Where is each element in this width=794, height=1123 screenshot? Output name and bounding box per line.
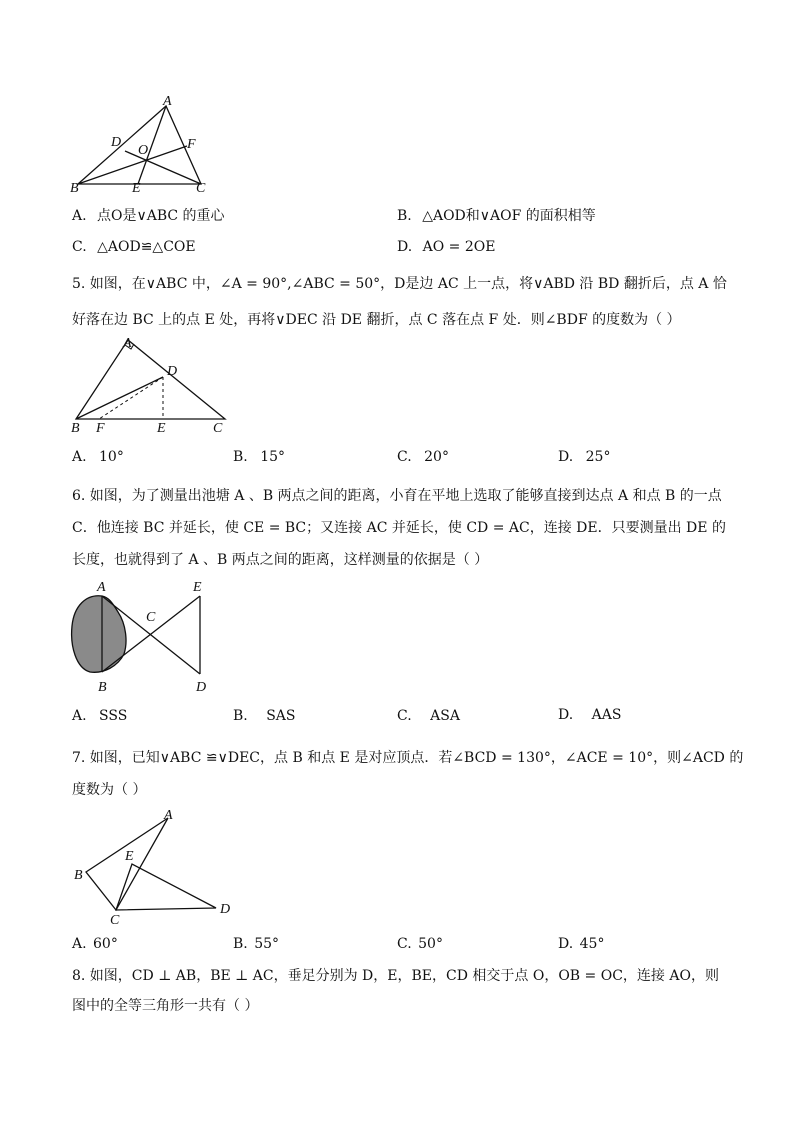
q6-option-c-key: C.: [397, 708, 412, 724]
q5-option-a: [72, 449, 124, 465]
q4-label-c: C: [196, 181, 206, 196]
q4-option-a: [72, 208, 225, 224]
q6-option-a-value: SSS: [99, 708, 128, 724]
q7-option-d-value: 45°: [579, 936, 605, 952]
q4-label-e: E: [132, 181, 141, 196]
q4-option-b-text: △AOD和∨AOF 的面积相等: [422, 208, 596, 224]
q4-figure: [66, 92, 216, 198]
q6-stem-line-3: 长度，也就得到了 A 、B 两点之间的距离，这样测量的依据是（ ）: [72, 552, 489, 568]
q5-option-c: [397, 449, 449, 465]
q7-option-d: [558, 936, 604, 952]
q4-label-b: B: [70, 181, 79, 196]
q7-figure: [68, 806, 240, 928]
q7-stem-line-2: 度数为（ ）: [72, 782, 147, 798]
q5-segment-d-f: [99, 377, 163, 419]
q8-stem-line-1: 8. 如图，CD ⊥ AB，BE ⊥ AC，垂足分别为 D，E，BE，CD 相交于点 O，OB = OC，连接 AO，则: [72, 968, 719, 984]
q8-stem-line-2: 图中的全等三角形一共有（ ）: [72, 998, 259, 1014]
q6-stem-line-2: C．他连接 BC 并延长，使 CE = BC；又连接 AC 并延长，使 CD = AC，连接 DE．只要测量出 DE 的: [72, 520, 726, 536]
q5-option-d-key: D.: [558, 449, 574, 465]
q7-label-c: C: [110, 913, 120, 928]
q5-option-b: [233, 449, 285, 465]
q6-option-b: [233, 708, 296, 724]
q6-option-d: [558, 707, 621, 723]
q7-option-a-value: 60°: [93, 936, 118, 952]
q4-label-a: A: [163, 94, 172, 109]
q6-stem-line-1: 6. 如图，为了测量出池塘 A 、B 两点之间的距离，小育在平地上选取了能够直接到达点 A 和点 B 的一点: [72, 488, 722, 504]
q7-triangle-abc: [86, 818, 168, 910]
q6-option-c: [397, 708, 460, 724]
q4-option-c: [72, 239, 196, 255]
q7-triangle-dec: [116, 864, 216, 910]
q7-option-b: [233, 936, 279, 952]
q7-label-d: D: [220, 902, 231, 917]
q4-option-c-key: C.: [72, 239, 87, 255]
q4-option-d-text: AO = 2OE: [422, 239, 496, 255]
q7-option-a-key: A.: [72, 936, 87, 952]
q7-option-b-value: 55°: [254, 936, 280, 952]
q5-label-b: B: [71, 421, 80, 436]
q6-label-b: B: [98, 680, 107, 695]
q6-option-b-key: B.: [233, 708, 248, 724]
q4-label-f: F: [187, 137, 196, 152]
q6-label-a: A: [97, 580, 106, 595]
q5-option-d-value: 25°: [585, 449, 611, 465]
q4-segment-c-d: [125, 151, 201, 184]
q6-option-c-value: ASA: [430, 708, 460, 724]
q5-figure: [68, 332, 233, 438]
q5-triangle-abc: [76, 340, 225, 419]
q4-segment-b-f: [78, 146, 187, 184]
q7-option-d-key: D.: [558, 936, 574, 952]
q4-option-c-text: △AOD≌△COE: [97, 239, 196, 255]
q6-figure: [66, 576, 216, 696]
q7-stem-line-1: 7. 如图，已知∨ABC ≌∨DEC，点 B 和点 E 是对应顶点．若∠BCD = 130°，∠ACE = 10°，则∠ACD 的: [72, 750, 744, 766]
q4-label-o: O: [138, 143, 149, 158]
q7-option-c-value: 50°: [418, 936, 443, 952]
q7-option-c: [397, 936, 443, 952]
q4-option-a-key: A.: [72, 208, 87, 224]
q5-label-d: D: [167, 364, 178, 379]
q5-option-d: [558, 449, 610, 465]
q5-option-b-value: 15°: [260, 449, 286, 465]
q6-option-d-key: D.: [558, 707, 574, 723]
q5-option-b-key: B.: [233, 449, 248, 465]
q5-stem-line-2: 好落在边 BC 上的点 E 处，再将∨DEC 沿 DE 翻折，点 C 落在点 F 处．则∠BDF 的度数为（ ）: [72, 312, 681, 328]
q4-label-d: D: [111, 135, 122, 150]
q7-label-a: A: [164, 808, 173, 823]
q5-option-c-value: 20°: [424, 449, 449, 465]
q6-option-b-value: SAS: [266, 708, 296, 724]
q5-label-c: C: [213, 421, 223, 436]
q4-option-b: [397, 208, 596, 224]
q6-pond-shape: [72, 596, 126, 673]
q7-label-b: B: [74, 868, 83, 883]
q5-label-e: E: [157, 421, 166, 436]
q5-label-a: A: [123, 336, 132, 351]
q5-option-a-key: A.: [72, 449, 87, 465]
q5-option-c-key: C.: [397, 449, 412, 465]
q4-option-b-key: B.: [397, 208, 412, 224]
q6-label-c: C: [146, 610, 156, 625]
q5-label-f: F: [96, 421, 105, 436]
q5-stem-line-1: 5. 如图，在∨ABC 中，∠A = 90°,∠ABC = 50°，D是边 AC 上一点，将∨ABD 沿 BD 翻折后，点 A 恰: [72, 276, 727, 292]
q4-option-a-text: 点O是∨ABC 的重心: [97, 208, 225, 224]
q6-label-e: E: [193, 580, 202, 595]
q7-label-e: E: [125, 849, 134, 864]
q6-option-a: [72, 708, 127, 724]
q6-label-d: D: [196, 680, 207, 695]
q7-option-a: [72, 936, 118, 952]
q4-option-d: [397, 239, 495, 255]
q4-option-d-key: D.: [397, 239, 413, 255]
q7-option-b-key: B.: [233, 936, 248, 952]
q6-option-a-key: A.: [72, 708, 87, 724]
q7-option-c-key: C.: [397, 936, 412, 952]
q5-option-a-value: 10°: [99, 449, 124, 465]
q6-option-d-value: AAS: [591, 707, 622, 723]
